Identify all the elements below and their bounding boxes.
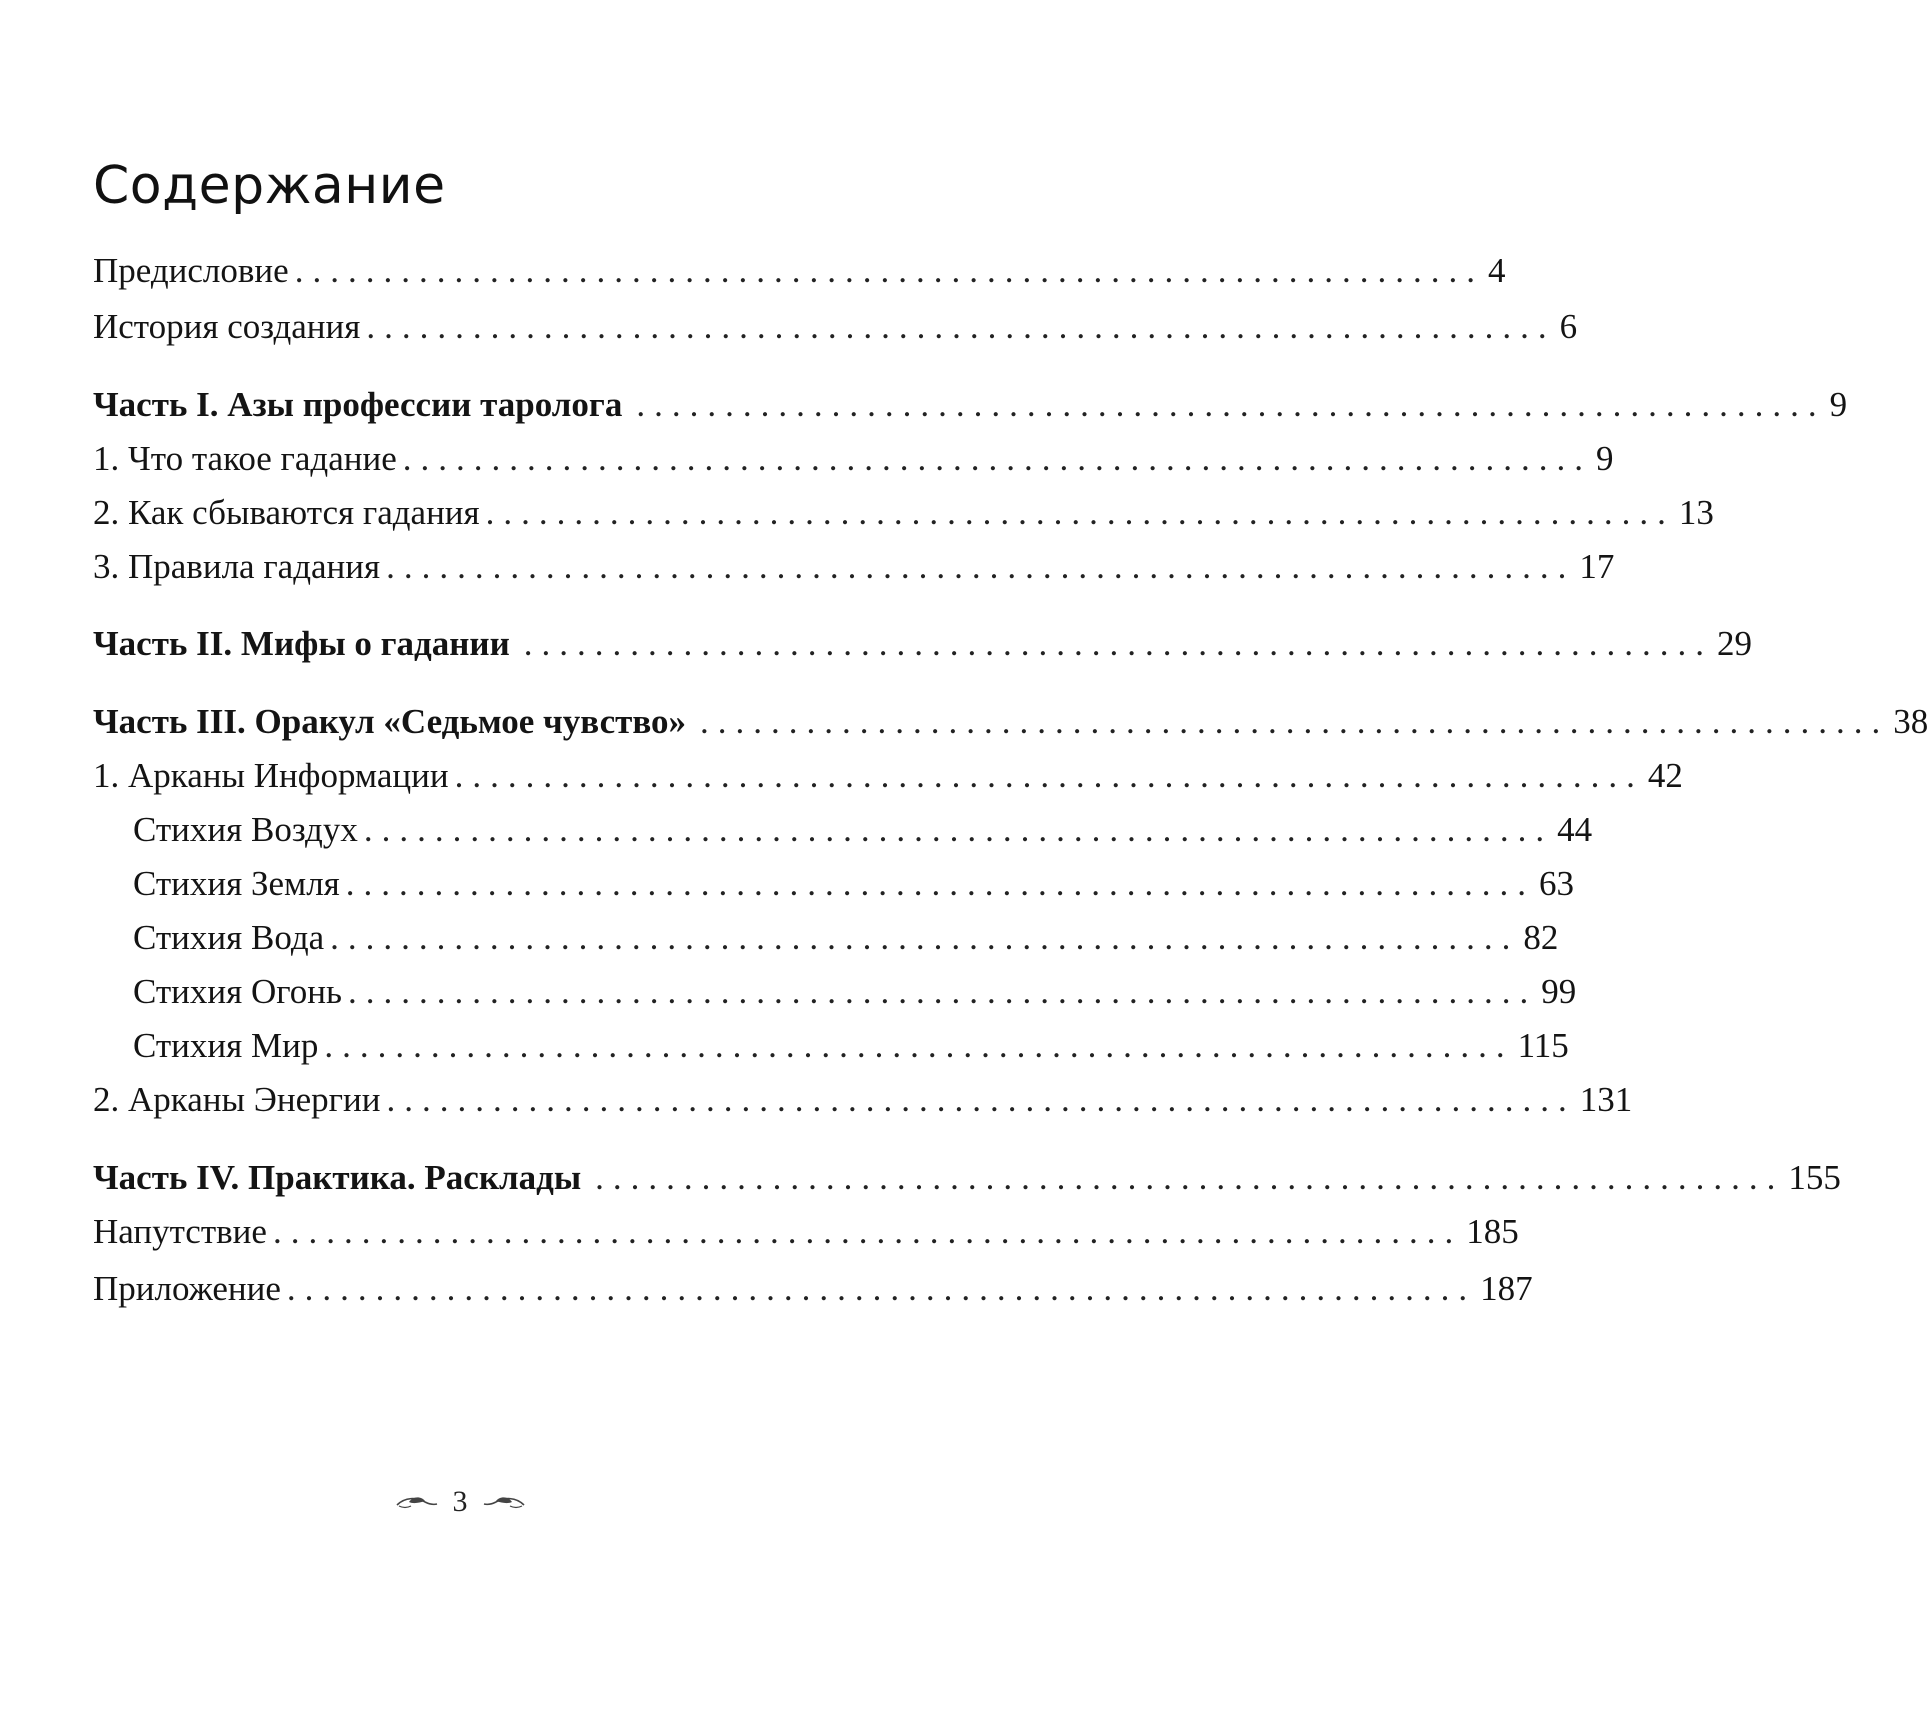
- toc-entry-page: 17: [1579, 547, 1615, 586]
- dot-leader: ...................................................................: [324, 1026, 1514, 1065]
- toc-entry-label: Стихия Вода: [133, 918, 325, 957]
- dot-leader: ...................................................................: [700, 702, 1890, 741]
- toc-entry-page: 6: [1559, 307, 1578, 346]
- toc-entry-page: 131: [1579, 1080, 1633, 1119]
- dot-leader: ...................................................................: [386, 1080, 1576, 1119]
- dot-leader: ...................................................................: [272, 1212, 1463, 1251]
- dot-leader: ...................................................................: [523, 624, 1714, 663]
- toc-entry-page: 155: [1788, 1158, 1841, 1197]
- toc-entry[interactable]: [93, 437, 1614, 481]
- toc-entry-page: 38: [1893, 702, 1928, 741]
- toc-entry-label: Стихия Огонь: [133, 972, 342, 1011]
- toc-entry-label: Предисловие: [93, 251, 289, 290]
- toc-entry-sub[interactable]: [133, 970, 1577, 1014]
- leaf-ornament-left-icon: [395, 1493, 439, 1511]
- page-folio: [395, 1482, 525, 1522]
- toc-entry-page: 42: [1647, 756, 1683, 795]
- toc-entry-part[interactable]: [93, 622, 1753, 666]
- dot-leader: ...................................................................: [366, 307, 1556, 346]
- leaf-ornament-right-icon: [482, 1493, 526, 1511]
- toc-entry[interactable]: [93, 1078, 1633, 1122]
- toc-entry[interactable]: [93, 249, 1506, 293]
- toc-entry-page: 44: [1557, 810, 1593, 849]
- toc-entry-label: Приложение: [93, 1269, 281, 1308]
- toc-entry[interactable]: [93, 491, 1714, 535]
- toc-entry-page: 9: [1829, 385, 1848, 424]
- toc-entry-label: 3. Правила гадания: [93, 547, 381, 586]
- toc-entry-label: Стихия Воздух: [133, 810, 358, 849]
- dot-leader: ...................................................................: [363, 810, 1554, 849]
- dot-leader: ...................................................................: [294, 251, 1484, 290]
- toc-entry[interactable]: [93, 754, 1683, 798]
- toc-entry-label: 1. Арканы Информации: [93, 756, 449, 795]
- dot-leader: ...................................................................: [345, 864, 1536, 903]
- toc-entry-label: Часть I. Азы профессии таролога: [93, 385, 623, 424]
- toc-entry-label: 1. Что такое гадание: [93, 439, 397, 478]
- dot-leader: ...................................................................: [386, 547, 1576, 586]
- toc-entry-label: Стихия Земля: [133, 864, 340, 903]
- dot-leader: ...................................................................: [636, 385, 1826, 424]
- page-number: 3: [452, 1485, 468, 1518]
- toc-entry-label: Стихия Мир: [133, 1026, 319, 1065]
- toc-entry-page: 29: [1717, 624, 1753, 663]
- toc-entry-page: 13: [1678, 493, 1714, 532]
- toc-entry-part[interactable]: [93, 383, 1848, 427]
- toc-entry-page: 115: [1517, 1026, 1569, 1065]
- toc-entry-page: 99: [1541, 972, 1577, 1011]
- toc-entry-label: Часть II. Мифы о гадании: [93, 624, 510, 663]
- dot-leader: ...................................................................: [485, 493, 1675, 532]
- toc-entry-sub[interactable]: [133, 1024, 1569, 1068]
- toc-entry-page: 4: [1487, 251, 1506, 290]
- toc-entry-sub[interactable]: [133, 916, 1559, 960]
- toc-heading: Содержание: [93, 156, 446, 216]
- toc-entry[interactable]: [93, 305, 1578, 349]
- dot-leader: ...................................................................: [595, 1158, 1785, 1197]
- toc-entry[interactable]: [93, 1267, 1533, 1311]
- toc-entry-label: Напутствие: [93, 1212, 267, 1251]
- toc-entry-page: 187: [1480, 1269, 1533, 1308]
- dot-leader: ...................................................................: [402, 439, 1593, 478]
- toc-entry-part[interactable]: [93, 1156, 1841, 1200]
- dot-leader: ...................................................................: [286, 1269, 1477, 1308]
- toc-entry-sub[interactable]: [133, 862, 1575, 906]
- toc-entry-label: Часть III. Оракул «Седьмое чувство»: [93, 702, 687, 741]
- toc-entry-page: 185: [1466, 1212, 1519, 1251]
- toc-entry-part[interactable]: [93, 700, 1928, 744]
- toc-entry-page: 82: [1523, 918, 1559, 957]
- toc-entry-label: Часть IV. Практика. Расклады: [93, 1158, 582, 1197]
- toc-entry-label: История создания: [93, 307, 361, 346]
- toc-entry-page: 63: [1539, 864, 1575, 903]
- toc-entry[interactable]: [93, 545, 1615, 589]
- dot-leader: ...................................................................: [347, 972, 1538, 1011]
- dot-leader: ...................................................................: [454, 756, 1644, 795]
- toc-entry-label: 2. Арканы Энергии: [93, 1080, 381, 1119]
- toc-entry-sub[interactable]: [133, 808, 1593, 852]
- dot-leader: ...................................................................: [330, 918, 1520, 957]
- toc-entry-page: 9: [1596, 439, 1614, 478]
- toc-entry[interactable]: [93, 1210, 1519, 1254]
- toc-entry-label: 2. Как сбываются гадания: [93, 493, 480, 532]
